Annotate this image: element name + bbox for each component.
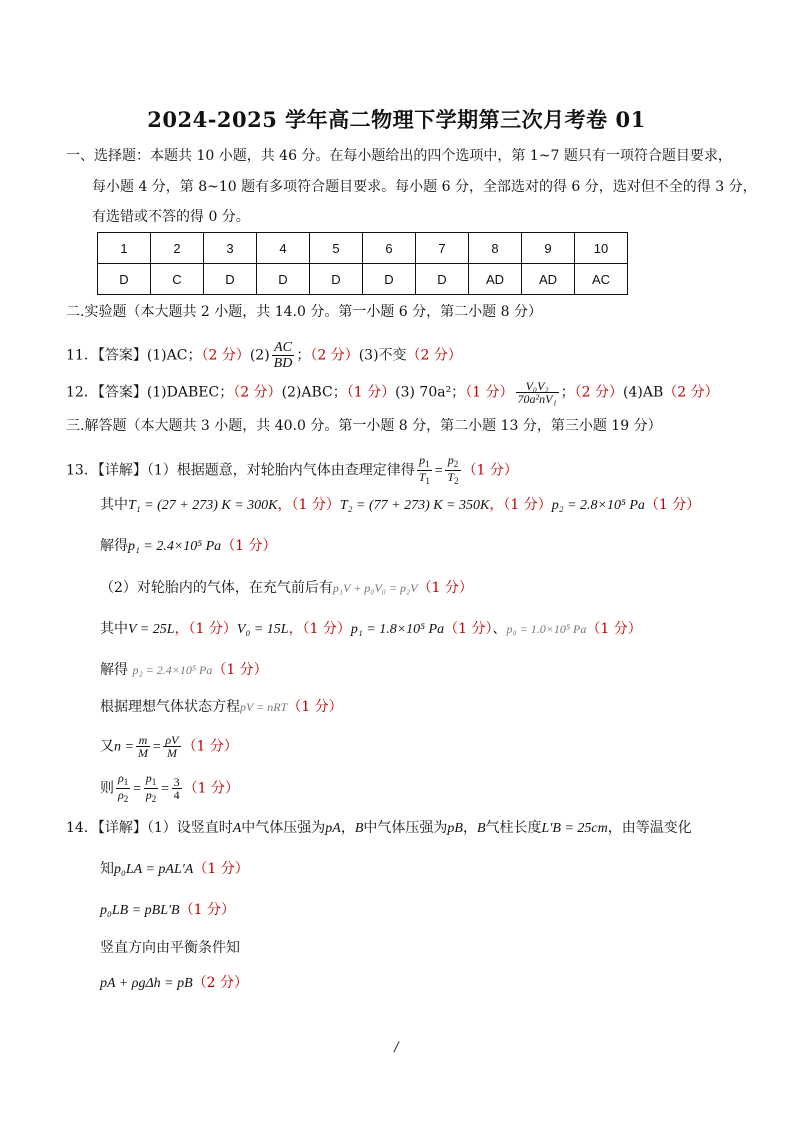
formula: T₂ = (77 + 273) K = 350K xyxy=(339,498,490,513)
equals-sign: = xyxy=(433,463,444,479)
formula: p₂ = 2.8×10⁵ Pa xyxy=(551,498,645,513)
table-cell: 5 xyxy=(310,233,363,264)
score: ，（1 分） xyxy=(174,621,237,637)
q12-answer xyxy=(66,380,719,405)
q13-text: 又 xyxy=(100,738,114,755)
score: （1 分） xyxy=(182,738,238,755)
table-cell: 9 xyxy=(522,233,575,264)
formula: A xyxy=(232,821,242,836)
formula: p₂ = 2.4×10⁵ Pa xyxy=(132,663,213,677)
separator: 、 xyxy=(492,621,507,637)
table-cell: AD xyxy=(469,264,522,295)
score: （1 分） xyxy=(417,580,473,596)
table-cell: 4 xyxy=(257,233,310,264)
numerator: V₀V₂ xyxy=(516,380,559,393)
q13-line6 xyxy=(100,660,268,680)
q14-text: ， xyxy=(340,820,355,836)
fraction-rho1-over-rho2: $\frac{\rho_1}{\rho_2}$ xyxy=(118,771,129,804)
table-cell: 3 xyxy=(204,233,257,264)
table-cell: 7 xyxy=(416,233,469,264)
fraction xyxy=(516,380,559,405)
formula: pA + ρgΔh = pB xyxy=(100,976,193,991)
q12-part2: (2)ABC； xyxy=(281,384,347,401)
formula: L′B = 25cm xyxy=(541,821,608,836)
q13-text: 则 xyxy=(100,780,114,797)
formula: p₀LB = pBL′B xyxy=(100,903,180,918)
fraction-rhoV-over-M: $\frac{\rho V}{M}$ xyxy=(165,733,179,760)
q13-line1 xyxy=(66,454,518,487)
table-cell: 10 xyxy=(575,233,628,264)
q14-text: 中气体压强为 xyxy=(363,820,448,836)
equals-sign: = xyxy=(132,781,142,797)
score: ，（1 分） xyxy=(277,497,340,513)
q12-lead: 12．【答案】(1)DABEC； xyxy=(66,384,234,401)
q14-text: ， xyxy=(462,820,477,836)
formula: p₁ = 2.4×10⁵ Pa xyxy=(128,539,222,554)
table-cell: 6 xyxy=(363,233,416,264)
page-number: / xyxy=(394,1040,399,1055)
q13-text: 其中 xyxy=(100,497,128,513)
q13-text: 解得 xyxy=(100,538,128,554)
formula: B xyxy=(476,821,486,836)
table-cell: AD xyxy=(522,264,575,295)
score: （1 分） xyxy=(346,384,396,401)
q13-text: 根据理想气体状态方程 xyxy=(100,699,240,715)
table-cell: 1 xyxy=(98,233,151,264)
q14-text: 气柱长度 xyxy=(485,820,542,836)
table-cell: D xyxy=(416,264,469,295)
score: （1 分） xyxy=(193,861,249,877)
q13-line5 xyxy=(100,619,642,640)
answer-table xyxy=(97,232,628,295)
q14-line4: 竖直方向由平衡条件知 xyxy=(100,940,240,956)
section1-line1: 一、选择题：本题共 10 小题，共 46 分。在每小题给出的四个选项中，第 1~7 题只有一项符合题目要求， xyxy=(66,148,732,164)
score: （1 分） xyxy=(212,662,268,678)
equals-sign: = xyxy=(160,781,170,797)
formula: p₁V + p₀V₀ = p₂V xyxy=(332,581,418,595)
page-title: 2024-2025 学年高二物理下学期第三次月考卷 01 xyxy=(147,107,646,132)
q14-line1 xyxy=(66,818,692,839)
denominator: BD xyxy=(273,356,293,371)
q14-line5 xyxy=(100,973,248,994)
q13-text: 其中 xyxy=(100,621,128,637)
fraction-3-over-4: $\frac{3}{4}$ xyxy=(173,775,180,802)
section1-line2: 每小题 4 分，第 8~10 题有多项符合题目要求。每小题 6 分，全部选对的得 6 分，选对但不全的得 3 分， xyxy=(92,179,757,195)
formula: V = 25L xyxy=(128,622,175,637)
section3-heading: 三.解答题（本大题共 3 小题，共 40.0 分。第一小题 8 分，第二小题 13 分，第三小题 19 分） xyxy=(66,418,662,434)
score: （2 分） xyxy=(663,384,719,401)
formula: pV = nRT xyxy=(240,700,288,714)
fraction xyxy=(272,340,295,371)
formula: p₀ = 1.0×10⁵ Pa xyxy=(506,622,587,636)
table-cell: D xyxy=(98,264,151,295)
q13-line8 xyxy=(100,734,238,759)
separator: ； xyxy=(296,347,311,364)
section2-heading: 二.实验题（本大题共 2 小题，共 14.0 分。第一小题 6 分，第二小题 8 分） xyxy=(66,304,542,320)
table-cell: D xyxy=(257,264,310,295)
score: （1 分） xyxy=(287,699,343,715)
score: ，（1 分） xyxy=(489,497,552,513)
q13-line4 xyxy=(100,578,473,598)
numerator: AC xyxy=(272,340,295,356)
score: （1 分） xyxy=(179,902,235,918)
score: （1 分） xyxy=(221,538,277,554)
table-cell: D xyxy=(310,264,363,295)
q14-line3 xyxy=(100,900,235,921)
score: （1 分） xyxy=(465,384,514,401)
table-cell: C xyxy=(151,264,204,295)
q13-line7 xyxy=(100,697,343,717)
score: （1 分） xyxy=(444,621,493,637)
score: （2 分） xyxy=(192,975,249,991)
denominator: 70a²nV₁ xyxy=(517,392,557,406)
formula: T₁ = (27 + 273) K = 300K xyxy=(128,498,278,513)
q13-text: 13．【详解】（1）根据题意，对轮胎内气体由查理定律得 xyxy=(66,462,415,479)
q13-line9 xyxy=(100,772,239,805)
score: （2 分） xyxy=(406,347,462,364)
separator: ； xyxy=(560,384,575,401)
table-cell: 8 xyxy=(469,233,522,264)
q11-part2: (2) xyxy=(249,347,270,364)
fraction-p2-over-t2: $\frac{p_2}{T_2}$ xyxy=(447,453,459,486)
score: （1 分） xyxy=(644,497,701,513)
formula: pA xyxy=(325,821,341,836)
table-cell: AC xyxy=(575,264,628,295)
formula: B xyxy=(354,821,364,836)
q13-text: 解得 xyxy=(100,662,128,678)
score: （1 分） xyxy=(462,462,518,479)
score: （2 分） xyxy=(574,384,624,401)
q14-text: 知 xyxy=(100,861,114,877)
equals-sign: = xyxy=(151,739,162,755)
section1-line3: 有选错或不答的得 0 分。 xyxy=(92,209,250,225)
formula-n: n = xyxy=(114,739,134,755)
q11-answer xyxy=(66,340,462,371)
fraction-p1-over-p2: $\frac{p_1}{p_2}$ xyxy=(145,771,157,804)
q13-line2 xyxy=(100,495,700,516)
score: （2 分） xyxy=(310,347,359,364)
score: （1 分） xyxy=(586,621,642,637)
score: （2 分） xyxy=(233,384,282,401)
score: （1 分） xyxy=(183,780,240,797)
score: （2 分） xyxy=(201,347,250,364)
q11-lead: 11．【答案】(1)AC； xyxy=(66,347,202,364)
formula: p₀LA = pAL′A xyxy=(114,862,194,877)
fraction-m-over-M: $\frac{m}{M}$ xyxy=(137,733,148,760)
q14-text: ，由等温变化 xyxy=(607,820,692,836)
q12-part3: (3) 70a²； xyxy=(395,384,466,401)
q12-part4: (4)AB xyxy=(623,384,664,401)
formula: pB xyxy=(447,821,463,836)
formula: p₁ = 1.8×10⁵ Pa xyxy=(350,622,445,637)
q11-part3: (3)不变 xyxy=(358,347,407,364)
answer-table-number-row xyxy=(98,233,628,264)
fraction-p1-over-t1: $\frac{p_1}{T_1}$ xyxy=(418,453,430,486)
formula: V₀ = 15L xyxy=(236,622,289,637)
q14-line2 xyxy=(100,859,249,880)
table-cell: D xyxy=(204,264,257,295)
table-cell: 2 xyxy=(151,233,204,264)
score: ，（1 分） xyxy=(288,621,351,637)
table-cell: D xyxy=(363,264,416,295)
answer-table-answer-row xyxy=(98,264,628,295)
q13-line3 xyxy=(100,536,277,557)
q13-text: （2）对轮胎内的气体，在充气前后有 xyxy=(100,580,333,596)
q14-text: 中气体压强为 xyxy=(241,820,326,836)
q14-text: 14．【详解】（1）设竖直时 xyxy=(66,820,233,836)
